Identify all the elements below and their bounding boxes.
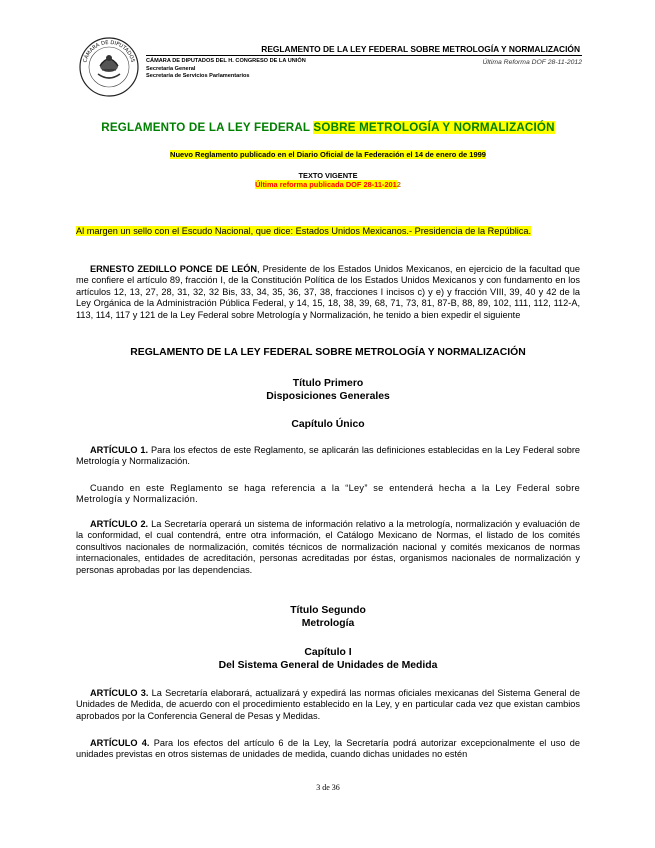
chapter-one-name: Del Sistema General de Unidades de Medida [218, 660, 438, 672]
header-reform-date: Última Reforma DOF 28-11-2012 [482, 59, 582, 66]
document-subtitle [76, 150, 580, 159]
title-two-label: Título Segundo [290, 605, 366, 616]
preamble-text: , Presidente de los Estados Unidos Mexicanos, en ejercicio de la facultad que me confiere el artículo 89, fracción I, de la Constitución Política de los Estados Unidos Mexicanos y con fundamento en los artículos 12, 13, 27, 28, 31, 32, 32 Bis, 33, 34, 35, 36, 37, 38, fracciones I incisos c) y e) y fracción VIII, 39, 40 y 42 de la Ley Orgánica de la Administración Pública Federal, y 14, 15, 18, 38, 39, 68, 71, 73, 81, 87-B, 88, 89, 102, 111, 112, 112-A, 113, 114, 117 y 121 de la Ley Federal sobre Metrología y Normalización, he tenido a bien expedir el siguiente [76, 264, 580, 320]
title-one-name: Disposiciones Generales [266, 391, 390, 403]
document-title [76, 121, 580, 134]
article-label: ARTÍCULO 2. [90, 519, 149, 529]
article-label: ARTÍCULO 1. [90, 445, 149, 455]
header-divider [146, 55, 582, 56]
article-label: ARTÍCULO 4. [90, 738, 150, 748]
margin-note [76, 226, 580, 237]
document-title-part: REGLAMENTO DE LA LEY FEDERAL [101, 121, 314, 134]
regulation-heading: REGLAMENTO DE LA LEY FEDERAL SOBRE METROLOGÍA Y NORMALIZACIÓN [130, 347, 526, 358]
title-one-heading [76, 377, 580, 404]
ultima-reforma [76, 180, 580, 189]
president-name: ERNESTO ZEDILLO PONCE DE LEÓN [90, 264, 257, 274]
title-two-name: Metrología [301, 618, 355, 630]
article-1 [76, 445, 580, 468]
preamble-paragraph [76, 264, 580, 321]
document-title-highlight: SOBRE METROLOGÍA Y NORMALIZACIÓN [313, 121, 555, 134]
page-number: 3 de 36 [316, 783, 340, 792]
header-title: REGLAMENTO DE LA LEY FEDERAL SOBRE METROLOGÍA Y NORMALIZACIÓN [261, 44, 580, 54]
article-text: Para los efectos de este Reglamento, se aplicarán las definiciones establecidas en la Ley Federal sobre Metrología y Normalización. [76, 445, 580, 467]
texto-vigente: TEXTO VIGENTE [298, 171, 358, 180]
article-label: ARTÍCULO 3. [90, 688, 149, 698]
article-4 [76, 738, 580, 761]
ultima-reforma-digit: 2 [396, 180, 401, 189]
header-organization [146, 58, 306, 81]
article-2 [76, 519, 580, 576]
seal-text: CÁMARA DE DIPUTADOS [82, 39, 136, 64]
document-subtitle-text: Nuevo Reglamento publicado en el Diario Oficial de la Federación el 14 de enero de 1999 [170, 150, 486, 159]
article-text: La Secretaría elaborará, actualizará y expedirá las normas oficiales mexicanas del Sistema General de Unidades de Medida, de acuerdo con el procedimiento establecido en la Ley, y en particular cada vez que existan cambios aprobados por la Conferencia General de Pesas y Medidas. [76, 688, 580, 721]
header-org-line: Secretaría de Servicios Parlamentarios [146, 73, 250, 80]
chapter-one-label: Capítulo I [304, 647, 352, 658]
title-two-heading [76, 604, 580, 631]
header-org-line: Secretaría General [146, 65, 196, 72]
title-one-label: Título Primero [292, 378, 364, 389]
article-1-paragraph-2: Cuando en este Reglamento se haga referencia a la “Ley” se entenderá hecha a la Ley Federal sobre Metrología y Normalización. [76, 483, 580, 505]
ultima-reforma-text: Última reforma publicada DOF 28-11-201 [255, 180, 397, 189]
chapter-one-heading [76, 646, 580, 673]
margin-note-text: Al margen un sello con el Escudo Nacional, que dice: Estados Unidos Mexicanos.- Presidencia de la República. [76, 226, 532, 236]
article-3 [76, 688, 580, 722]
article-text: La Secretaría operará un sistema de información relativo a la metrología, normalización y evaluación de la conformidad, el cual contendrá, entre otra información, el Catálogo Mexicano de Normas, el listado de los comités consultivos nacionales de normalización, comités técnicos de normalización nacional y comités mexicanos de normas internacionales, entidades de acreditación, personas acreditadas por éstas, organismos nacionales de normalización y personas aprobadas por las dependencias. [76, 519, 580, 575]
article-text: Para los efectos del artículo 6 de la Ley, la Secretaría podrá autorizar excepcionalmente el uso de unidades previstas en otros sistemas de unidades de medida, cuando dichas unidades no estén [76, 738, 580, 760]
header-org-line: CÁMARA DE DIPUTADOS DEL H. CONGRESO DE LA UNIÓN [146, 58, 306, 64]
chapter-unique-heading: Capítulo Único [291, 419, 365, 430]
chamber-seal-logo [78, 36, 140, 98]
